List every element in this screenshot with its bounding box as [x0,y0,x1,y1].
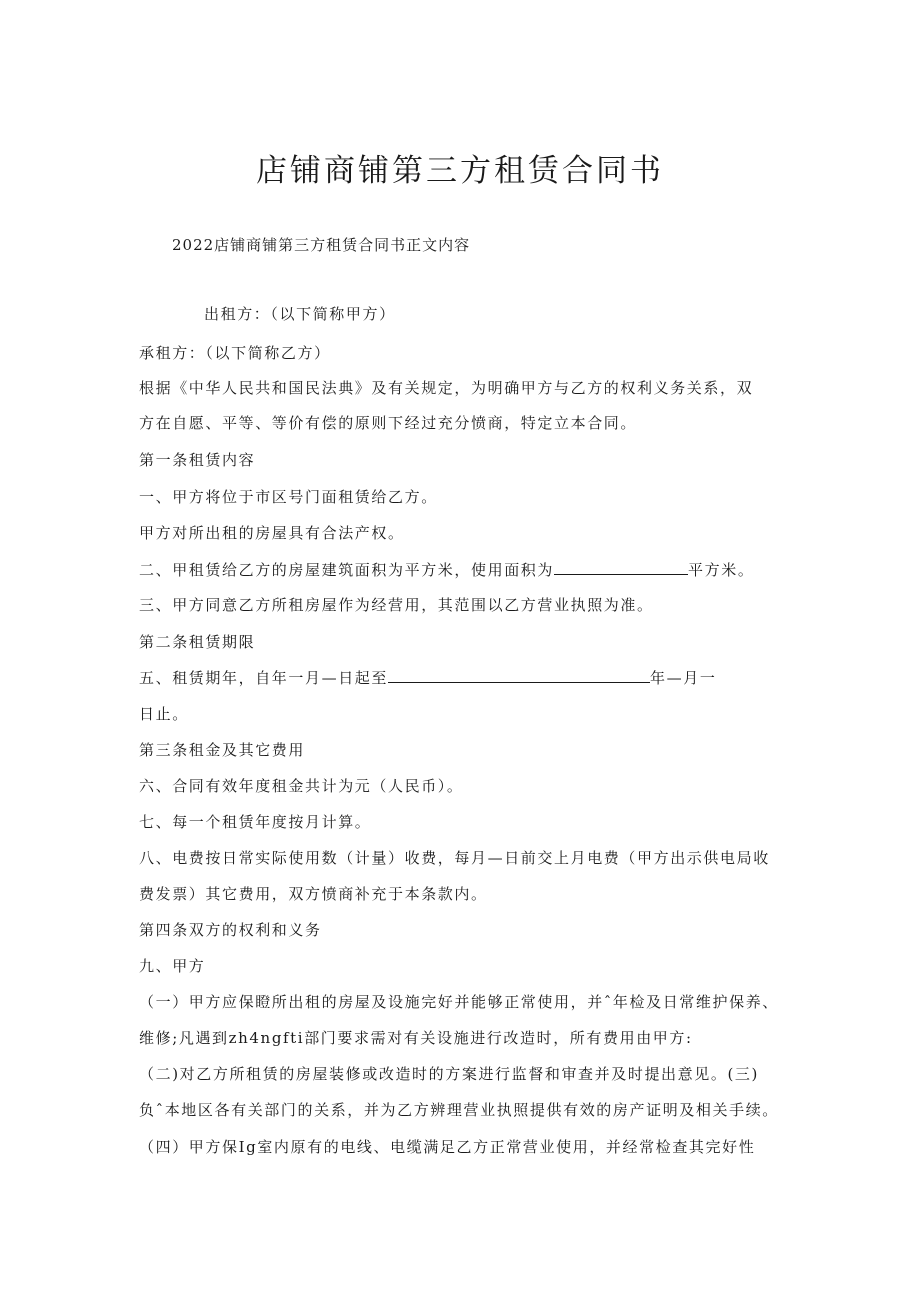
clause-1: 一、甲方将位于市区号门面租赁给乙方。 [139,488,438,506]
preamble-line-1: 根据《中华人民共和国民法典》及有关规定，为明确甲方与乙方的权利义务关系，双 [139,379,754,397]
clause-9-2-line: （二)对乙方所租赁的房屋装修或改造时的方案进行监督和审查并及时提出意见。(三) [139,1065,759,1083]
document-subtitle: 2022店铺商铺第三方租赁合同书正文内容 [172,236,471,254]
clause-8-line-1: 八、电费按日常实际使用数（计量）收费，每月—日前交上月电费（甲方出示供电局收 [139,849,770,867]
clause-2-unit: 平方米。 [688,561,755,579]
clause-9-heading: 九、甲方 [139,957,206,975]
clause-9-1-line-1: （一）甲方应保瞪所出租的房屋及设施完好并能够正常使用，并ˆ年检及日常维护保养、 [139,993,779,1011]
term-end-blank [388,668,650,683]
lessor-line: 出租方：（以下简称甲方） [204,305,396,323]
clause-7: 七、每一个租赁年度按月计算。 [139,813,372,831]
article-2-heading: 第二条租赁期限 [139,633,256,651]
clause-6: 六、合同有效年度租金共计为元（人民币）。 [139,777,464,795]
preamble-line-2: 方在自愿、平等、等价有偿的原则下经过充分愤商，特定立本合同。 [139,414,638,432]
clause-5-line [139,667,716,688]
lessee-line: 承租方：（以下简称乙方） [139,344,331,362]
clause-9-4-line: （四）甲方保Ig室内原有的电线、电缆满足乙方正常营业使用，并经常检查其完好性 [139,1138,756,1156]
clause-2-line [139,559,754,580]
clause-5-tail: 年—月一 [650,669,717,687]
article-1-heading: 第一条租赁内容 [139,451,256,469]
document-title: 店铺商铺第三方租赁合同书 [256,153,664,189]
clause-5-end: 日止。 [139,705,189,723]
clause-3: 三、甲方同意乙方所租房屋作为经营用，其范围以乙方营业执照为准。 [139,596,654,614]
area-blank [554,560,688,575]
clause-5-text: 五、租赁期年，自年一月—日起至 [139,669,389,687]
article-3-heading: 第三条租金及其它费用 [139,741,306,759]
article-4-heading: 第四条双方的权利和义务 [139,921,322,939]
clause-1-note: 甲方对所出租的房屋具有合法产权。 [139,524,405,542]
clause-9-1-line-2: 维修;凡遇到zh4ngfti部门要求需对有关设施进行改造时，所有费用由甲方: [139,1029,693,1047]
clause-9-3-line: 负ˆ本地区各有关部门的关系，并为乙方辨理营业执照提供有效的房产证明及相关手续。 [139,1101,779,1119]
clause-8-line-2: 费发票）其它费用，双方愤商补充于本条款内。 [139,885,488,903]
clause-2-text: 二、甲租赁给乙方的房屋建筑面积为平方米，使用面积为 [139,561,555,579]
